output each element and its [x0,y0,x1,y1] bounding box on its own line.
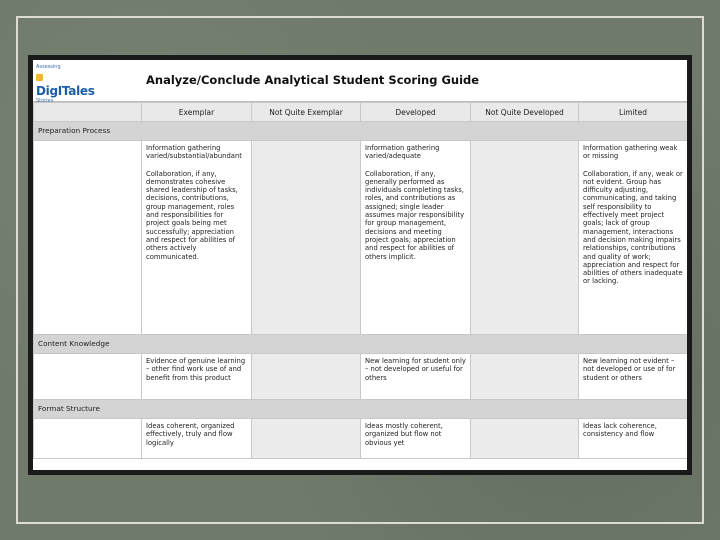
not-quite-exemplar-cell [252,354,361,400]
logo-bottom-text: Stories [36,98,54,104]
developed-cell [361,141,471,335]
developed-cell [361,419,471,459]
section-row [34,122,688,141]
document-frame [28,55,692,475]
cell-text: Collaboration, if any, generally performed as individuals completing tasks, roles, and contributions as assigned; single leader assumes major responsibility for group management, decisions and meeting project goals; appreciation and respect for abilities of others implicit. [365,169,465,261]
logo-mark-icon [36,74,43,81]
criteria-row [34,354,688,400]
section-row [34,400,688,419]
cell-text: Information gathering weak or missing [583,144,678,161]
column-header: Not Quite Exemplar [252,103,361,122]
cell-text: New learning for student only – not developed or useful for others [365,357,466,382]
scoring-rubric-table [33,102,687,459]
column-header-blank [34,103,142,122]
section-title: Preparation Process [34,122,688,141]
document-header [33,60,687,102]
logo-top-text: Assessing [36,64,61,70]
logo-name: DigITales [36,84,95,98]
exemplar-cell [142,141,252,335]
section-title: Content Knowledge [34,335,688,354]
cell-text: Ideas coherent, organized effectively, truly and flow logically [146,422,235,447]
cell-text: Collaboration, if any, weak or not evident. Group has difficulty adjusting, communicating, and taking self responsibility to effectively meet project goals; lack of group management, interactions and decision making impairs relationships, contributions and quality of work; appreciation and respect for abilities of others inadequate or lacking. [583,169,683,286]
column-header: Exemplar [142,103,252,122]
exemplar-cell [142,354,252,400]
limited-cell [579,354,688,400]
criteria-row [34,419,688,459]
not-quite-developed-cell [471,141,579,335]
cell-text: Ideas lack coherence, consistency and flow [583,422,657,439]
logo-main-text [36,70,96,98]
column-header: Developed [361,103,471,122]
section-row [34,335,688,354]
not-quite-developed-cell [471,354,579,400]
header-row [34,103,688,122]
developed-cell [361,354,471,400]
not-quite-exemplar-cell [252,419,361,459]
column-header: Not Quite Developed [471,103,579,122]
cell-text: Ideas mostly coherent, organized but flow not obvious yet [365,422,443,447]
exemplar-cell [142,419,252,459]
cell-text: New learning not evident – not developed or use of for student or others [583,357,676,382]
cell-text: Information gathering varied/adequate [365,144,440,161]
row-label-cell [34,141,142,335]
digitales-logo [36,64,96,104]
scoring-guide-document [33,60,687,470]
column-header: Limited [579,103,688,122]
row-label-cell [34,354,142,400]
cell-text: Information gathering varied/substantial/abundant [146,144,242,161]
cell-text: Evidence of genuine learning – other find work use of and benefit from this product [146,357,246,382]
not-quite-exemplar-cell [252,141,361,335]
row-label-cell [34,419,142,459]
limited-cell [579,419,688,459]
document-title: Analyze/Conclude Analytical Student Scoring Guide [146,73,480,87]
limited-cell [579,141,688,335]
not-quite-developed-cell [471,419,579,459]
section-title: Format Structure [34,400,688,419]
criteria-row [34,141,688,335]
cell-text: Collaboration, if any, demonstrates cohesive shared leadership of tasks, decisions, contributions, group management, roles and responsibilities for project goals being met successfully; appreciation and respect for abilities of others actively communicated. [146,169,238,261]
